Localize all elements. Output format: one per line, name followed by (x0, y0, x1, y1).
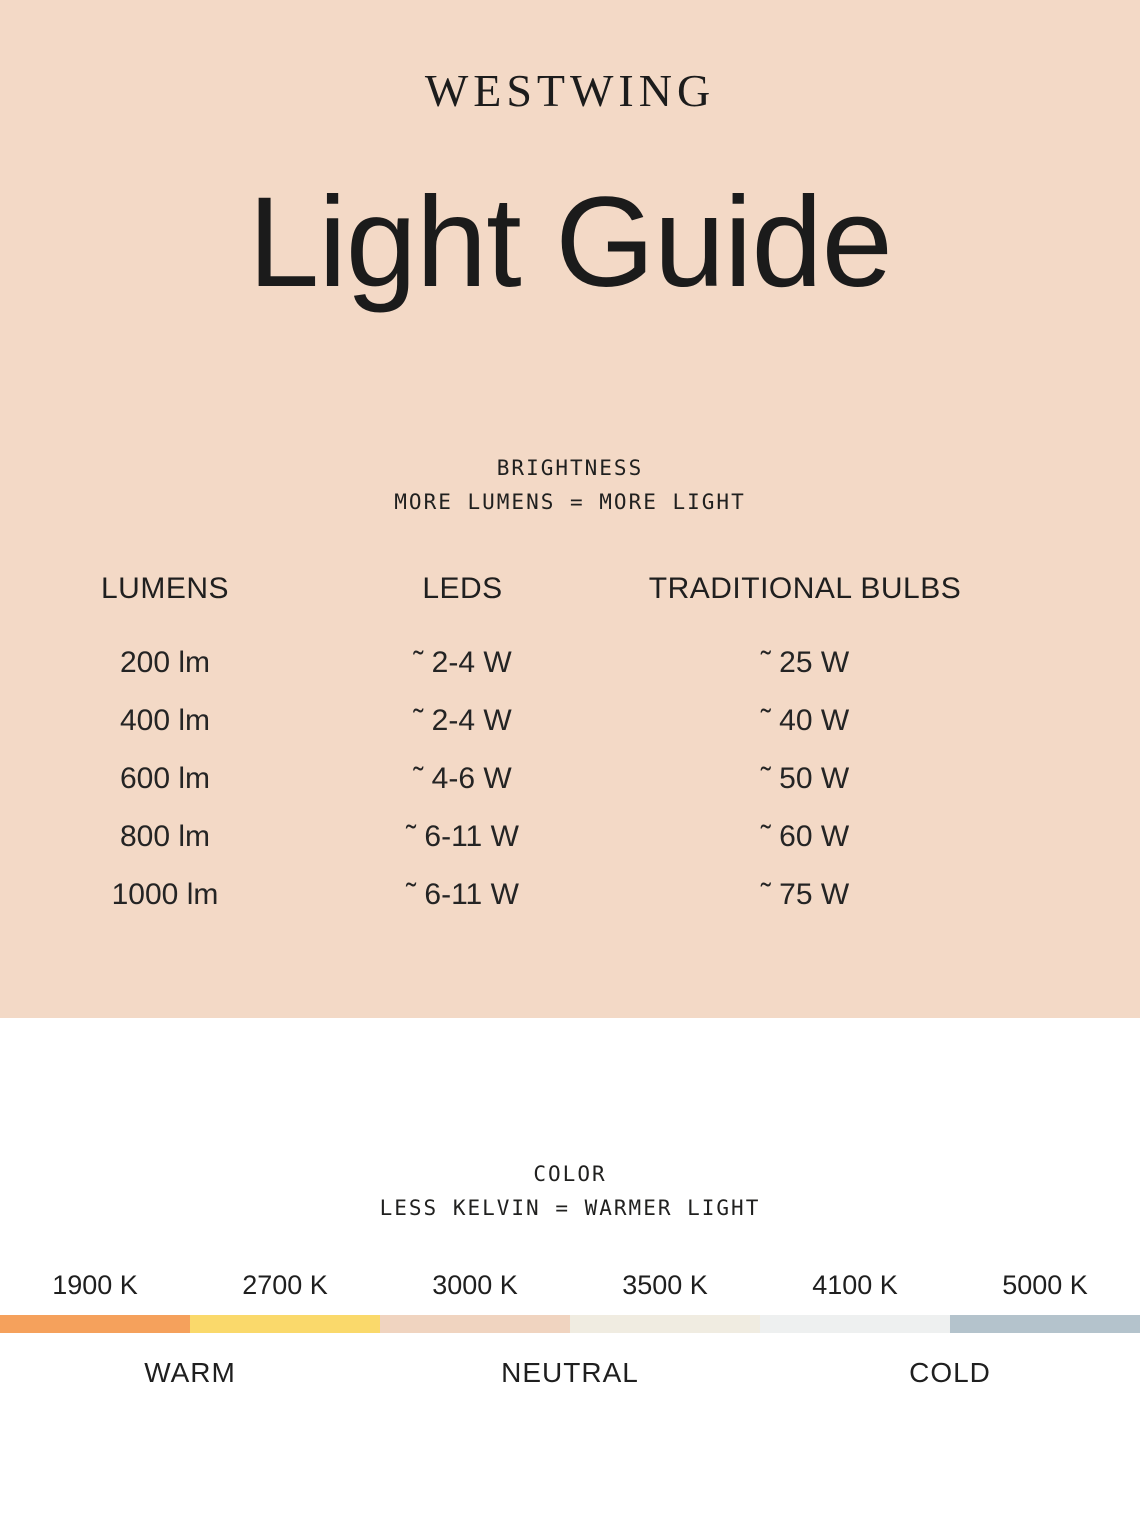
color-section (0, 1018, 1140, 1520)
page-title: Light Guide (248, 171, 892, 314)
kelvin-label: 5000 K (1002, 1270, 1088, 1300)
column-header-lumens: LUMENS (100, 572, 230, 605)
temperature-label-neutral: NEUTRAL (501, 1357, 639, 1388)
cell-traditional: ˜ 40 W (760, 704, 850, 737)
cell-traditional: ˜ 25 W (760, 646, 850, 679)
kelvin-label-row (0, 1270, 1140, 1315)
table-row (0, 866, 1140, 924)
table-row (0, 808, 1140, 866)
column-header-traditional-bulbs: TRADITIONAL BULBS (648, 572, 962, 605)
column-header-leds: LEDS (422, 572, 503, 605)
cell-lumens: 200 lm (119, 646, 211, 679)
color-swatch (190, 1315, 380, 1333)
color-swatch (0, 1315, 190, 1333)
brightness-caption-line1: BRIGHTNESS (496, 456, 644, 480)
cell-leds: ˜ 6-11 W (406, 820, 519, 853)
kelvin-scale (0, 1270, 1140, 1389)
cell-leds: ˜ 2-4 W (413, 646, 512, 679)
cell-leds: ˜ 2-4 W (413, 704, 512, 737)
table-row (0, 692, 1140, 750)
temperature-label-cold: COLD (909, 1357, 991, 1388)
cell-lumens: 600 lm (119, 762, 211, 795)
color-caption-line2: LESS KELVIN = WARMER LIGHT (379, 1195, 761, 1220)
table-row (0, 634, 1140, 692)
cell-leds: ˜ 6-11 W (406, 878, 519, 911)
kelvin-label: 3500 K (622, 1270, 708, 1300)
cell-leds: ˜ 4-6 W (413, 762, 512, 795)
color-caption-line1: COLOR (533, 1162, 607, 1186)
color-caption (0, 1158, 1140, 1225)
brand-logo: WESTWING (424, 65, 716, 116)
color-swatch (760, 1315, 950, 1333)
kelvin-label: 4100 K (812, 1270, 898, 1300)
temperature-label-row (0, 1333, 1140, 1389)
cell-traditional: ˜ 50 W (760, 762, 850, 795)
cell-lumens: 1000 lm (111, 878, 219, 911)
kelvin-label: 2700 K (242, 1270, 328, 1300)
kelvin-label: 1900 K (52, 1270, 138, 1300)
color-temperature-bar (0, 1315, 1140, 1333)
lumens-table (0, 572, 1140, 924)
color-swatch (950, 1315, 1140, 1333)
brightness-caption (0, 452, 1140, 519)
cell-lumens: 800 lm (119, 820, 211, 853)
table-row (0, 750, 1140, 808)
table-header-row (0, 572, 1140, 634)
brightness-caption-line2: MORE LUMENS = MORE LIGHT (394, 489, 746, 514)
cell-lumens: 400 lm (119, 704, 211, 737)
temperature-label-warm: WARM (144, 1357, 236, 1388)
cell-traditional: ˜ 60 W (760, 820, 850, 853)
cell-traditional: ˜ 75 W (760, 878, 850, 911)
color-swatch (570, 1315, 760, 1333)
kelvin-label: 3000 K (432, 1270, 518, 1300)
color-swatch (380, 1315, 570, 1333)
